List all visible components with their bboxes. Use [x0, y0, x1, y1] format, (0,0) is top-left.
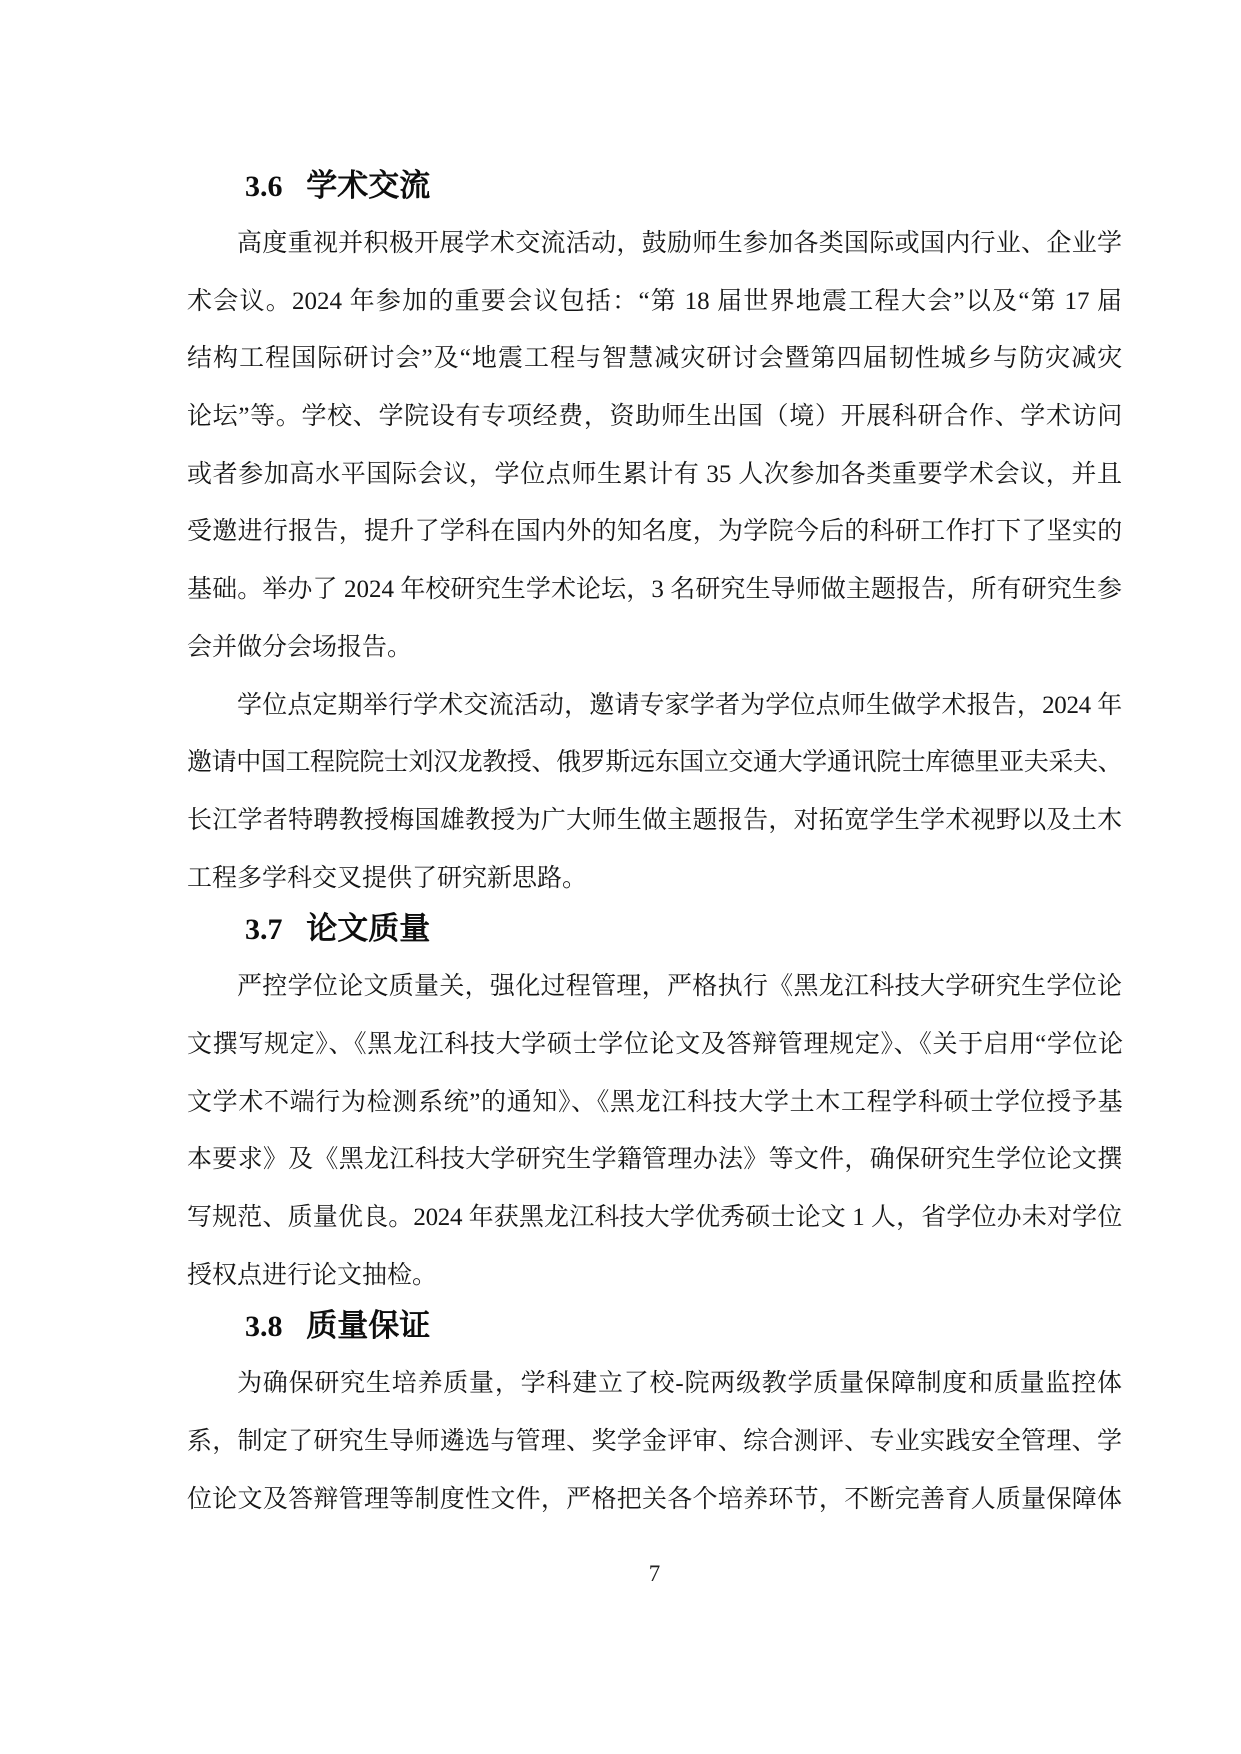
section-title: 质量保证 — [306, 1308, 431, 1344]
paragraph — [187, 215, 1122, 677]
text-line: 系，制定了研究生导师遴选与管理、奖学金评审、综合测评、专业实践安全管理、学 — [187, 1428, 1122, 1456]
text-line: 授权点进行论文抽检。 — [187, 1261, 438, 1289]
section-heading-quality-assurance — [187, 1304, 1122, 1349]
paragraph — [187, 1355, 1122, 1528]
section-number: 3.7 — [245, 913, 283, 947]
section-title: 论文质量 — [306, 911, 431, 947]
text-line: 基础。举办了 2024 年校研究生学术论坛，3 名研究生导师做主题报告，所有研究生参 — [187, 576, 1122, 604]
text-line: 工程多学科交叉提供了研究新思路。 — [187, 864, 588, 892]
section-heading-thesis-quality — [187, 907, 1122, 952]
text-line: 受邀进行报告，提升了学科在国内外的知名度，为学院今后的科研工作打下了坚实的 — [187, 518, 1122, 546]
text-line: 文学术不端行为检测系统”的通知》、《黑龙江科技大学土木工程学科硕士学位授予基 — [187, 1088, 1122, 1116]
text-line: 写规范、质量优良。2024 年获黑龙江科技大学优秀硕士论文 1 人，省学位办未对学位 — [187, 1204, 1122, 1231]
text-line: 位论文及答辩管理等制度性文件，严格把关各个培养环节，不断完善育人质量保障体 — [187, 1485, 1122, 1513]
page-number: 7 — [648, 1561, 661, 1587]
section-number: 3.8 — [245, 1310, 283, 1344]
text-line: 严控学位论文质量关，强化过程管理，严格执行《黑龙江科技大学研究生学位论 — [237, 973, 1122, 1001]
text-line: 术会议。2024 年参加的重要会议包括：“第 18 届世界地震工程大会”以及“第 17 届 — [187, 287, 1122, 315]
section-heading-academic-exchange — [187, 164, 1122, 209]
text-line: 会并做分会场报告。 — [187, 633, 413, 661]
text-line: 学位点定期举行学术交流活动，邀请专家学者为学位点师生做学术报告，2024 年 — [237, 691, 1122, 719]
text-line: 本要求》及《黑龙江科技大学研究生学籍管理办法》等文件，确保研究生学位论文撰 — [187, 1146, 1122, 1174]
text-line: 论坛”等。学校、学院设有专项经费，资助师生出国（境）开展科研合作、学术访问 — [187, 403, 1122, 431]
text-line: 为确保研究生培养质量，学科建立了校-院两级教学质量保障制度和质量监控体 — [237, 1370, 1122, 1398]
page-content — [187, 0, 1122, 1588]
paragraph — [187, 677, 1122, 908]
section-number: 3.6 — [245, 170, 283, 203]
section-title: 学术交流 — [306, 168, 431, 203]
text-line: 邀请中国工程院院士刘汉龙教授、俄罗斯远东国立交通大学通讯院士库德里亚夫采夫、 — [187, 749, 1122, 777]
text-line: 或者参加高水平国际会议，学位点师生累计有 35 人次参加各类重要学术会议，并且 — [187, 460, 1122, 488]
paragraph — [187, 958, 1122, 1304]
text-line: 高度重视并积极开展学术交流活动，鼓励师生参加各类国际或国内行业、企业学 — [237, 230, 1122, 257]
text-line: 文撰写规定》、《黑龙江科技大学硕士学位论文及答辩管理规定》、《关于启用“学位论 — [187, 1030, 1122, 1058]
text-line: 长江学者特聘教授梅国雄教授为广大师生做主题报告，对拓宽学生学术视野以及土木 — [187, 806, 1122, 834]
text-line: 结构工程国际研讨会”及“地震工程与智慧减灾研讨会暨第四届韧性城乡与防灾减灾 — [187, 345, 1122, 373]
